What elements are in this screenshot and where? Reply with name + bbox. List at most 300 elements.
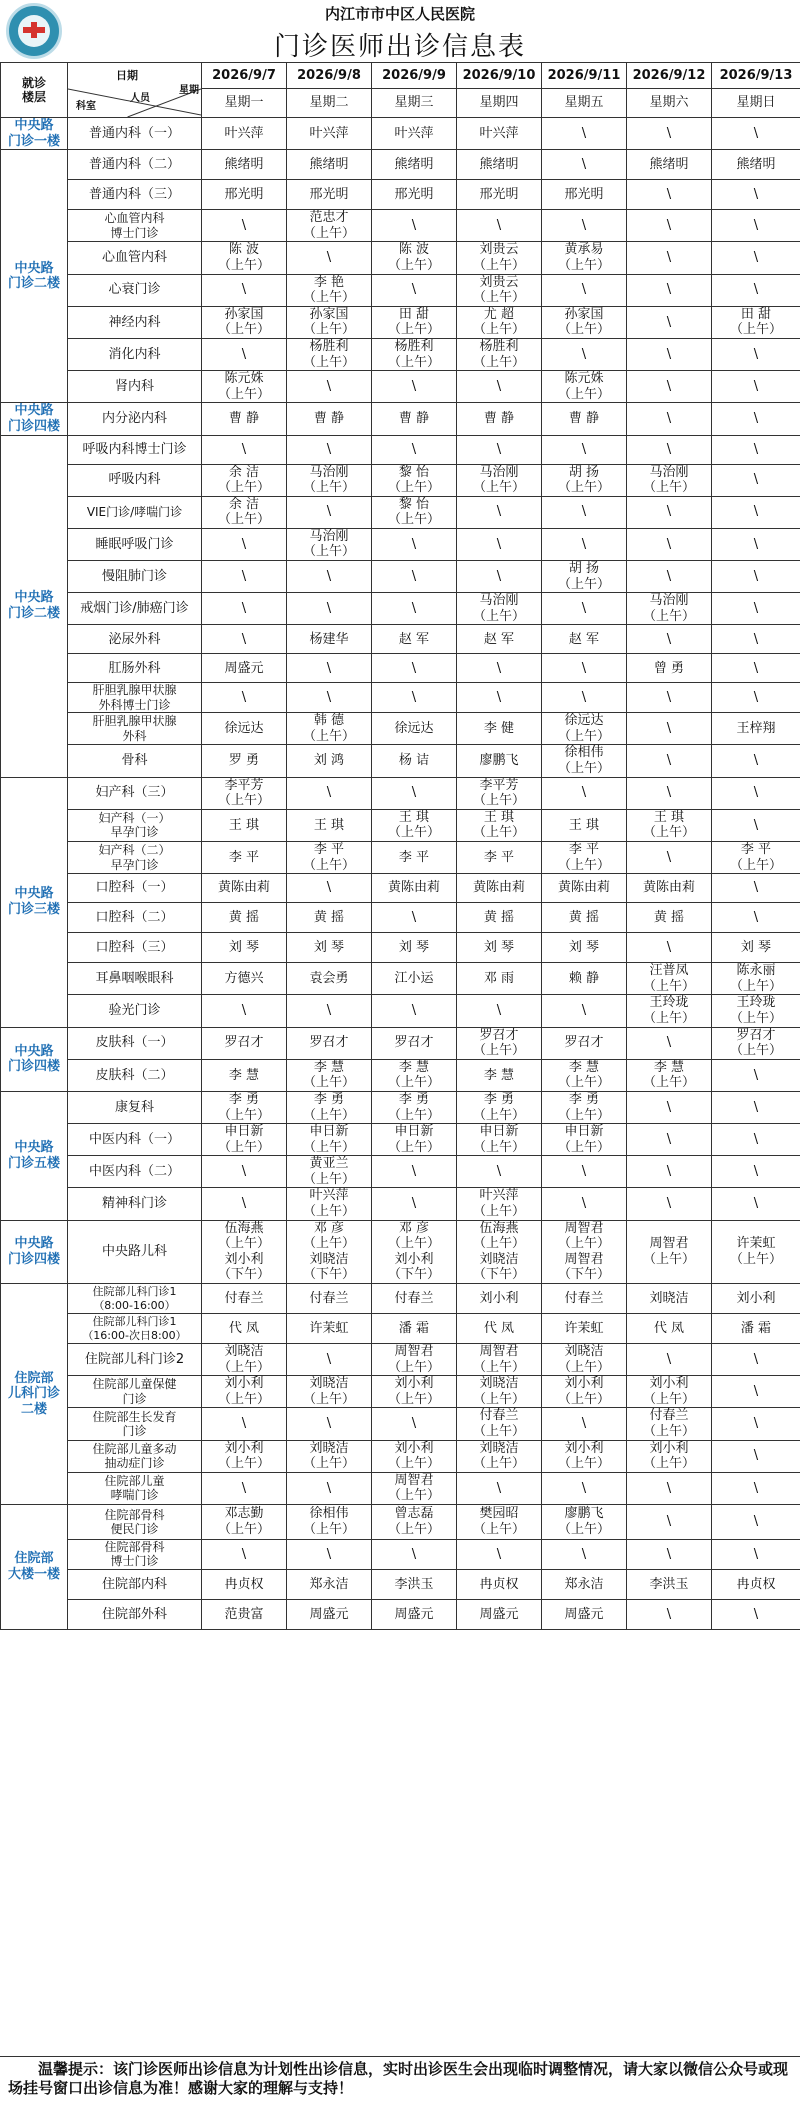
date-header: 2026/9/13 bbox=[712, 63, 800, 89]
date-header: 2026/9/12 bbox=[627, 63, 712, 89]
doctor-cell: \ bbox=[712, 1504, 800, 1539]
notice-text: 温馨提示：该门诊医师出诊信息为计划性出诊信息，实时出诊医生会出现临时调整情况，请大家以微信公众号或现场挂号窗口出诊信息为准！感谢大家的理解与支持！ bbox=[0, 2056, 800, 2098]
doctor-cell: 马治刚 （上午） bbox=[287, 528, 372, 560]
doctor-cell: 胡 扬 （上午） bbox=[542, 464, 627, 496]
doctor-cell: \ bbox=[627, 1539, 712, 1569]
schedule-row bbox=[1, 1284, 800, 1314]
doctor-cell: 王 琪 bbox=[542, 809, 627, 841]
department-label: 泌尿外科 bbox=[68, 625, 202, 654]
floor-label: 中央路 门诊三楼 bbox=[1, 777, 68, 1027]
schedule-row bbox=[1, 403, 800, 435]
doctor-cell: \ bbox=[372, 654, 457, 683]
schedule-row bbox=[1, 1059, 800, 1091]
floor-label: 中央路 门诊五楼 bbox=[1, 1091, 68, 1220]
doctor-cell: \ bbox=[542, 274, 627, 306]
doctor-cell: \ bbox=[372, 1408, 457, 1440]
date-header: 2026/9/10 bbox=[457, 63, 542, 89]
doctor-cell: 李 勇 （上午） bbox=[542, 1091, 627, 1123]
doctor-cell: \ bbox=[712, 625, 800, 654]
doctor-cell: \ bbox=[627, 561, 712, 593]
doctor-cell: 田 甜 （上午） bbox=[712, 306, 800, 338]
doctor-cell: 刘 琴 bbox=[372, 933, 457, 963]
doctor-cell: \ bbox=[202, 683, 287, 713]
department-label: 戒烟门诊/肺癌门诊 bbox=[68, 593, 202, 625]
doctor-cell: 刘小利 bbox=[712, 1284, 800, 1314]
doctor-cell: 罗召才 （上午） bbox=[457, 1027, 542, 1059]
doctor-cell: \ bbox=[542, 496, 627, 528]
doctor-cell: 李 慧 （上午） bbox=[542, 1059, 627, 1091]
doctor-cell: \ bbox=[372, 274, 457, 306]
doctor-cell: 伍海燕 （上午） 刘晓洁 （下午） bbox=[457, 1220, 542, 1283]
doctor-cell: 申日新 （上午） bbox=[202, 1124, 287, 1156]
doctor-cell: 王 琪 （上午） bbox=[372, 809, 457, 841]
doctor-cell: 付春兰 （上午） bbox=[457, 1408, 542, 1440]
doctor-cell: 李 平 bbox=[372, 841, 457, 873]
doctor-cell: 冉贞权 bbox=[712, 1569, 800, 1599]
doctor-cell: 刘小利 bbox=[457, 1284, 542, 1314]
doctor-cell: \ bbox=[542, 1156, 627, 1188]
doctor-cell: \ bbox=[712, 210, 800, 242]
doctor-cell: 陈 波 （上午） bbox=[372, 242, 457, 274]
doctor-cell: 刘贵云 （上午） bbox=[457, 274, 542, 306]
schedule-row bbox=[1, 625, 800, 654]
doctor-cell: \ bbox=[542, 1472, 627, 1504]
schedule-row bbox=[1, 1027, 800, 1059]
doctor-cell: \ bbox=[542, 435, 627, 464]
schedule-row bbox=[1, 118, 800, 150]
doctor-cell: 徐远达 bbox=[372, 713, 457, 745]
doctor-cell: \ bbox=[712, 435, 800, 464]
doctor-cell: 许茉虹 bbox=[542, 1314, 627, 1344]
doctor-cell: 代 凤 bbox=[202, 1314, 287, 1344]
doctor-cell: 廖鹏飞 （上午） bbox=[542, 1504, 627, 1539]
department-label: 慢阻肺门诊 bbox=[68, 561, 202, 593]
doctor-cell: 刘晓洁 （上午） bbox=[287, 1440, 372, 1472]
department-label: 普通内科（三） bbox=[68, 180, 202, 210]
doctor-cell: 付春兰 bbox=[202, 1284, 287, 1314]
doctor-cell: \ bbox=[712, 118, 800, 150]
doctor-cell: \ bbox=[627, 1188, 712, 1220]
department-label: 神经内科 bbox=[68, 306, 202, 338]
doctor-cell: 赵 军 bbox=[542, 625, 627, 654]
doctor-cell: 徐远达 bbox=[202, 713, 287, 745]
doctor-cell: \ bbox=[287, 995, 372, 1027]
schedule-row bbox=[1, 1091, 800, 1123]
doctor-cell: \ bbox=[202, 1472, 287, 1504]
doctor-cell: \ bbox=[542, 654, 627, 683]
doctor-cell: 邢光明 bbox=[287, 180, 372, 210]
doctor-cell: 邓志勤 （上午） bbox=[202, 1504, 287, 1539]
department-label: 普通内科（二） bbox=[68, 150, 202, 180]
doctor-cell: \ bbox=[627, 1156, 712, 1188]
doctor-cell: 郑永洁 bbox=[542, 1569, 627, 1599]
doctor-cell: 邓 雨 bbox=[457, 963, 542, 995]
schedule-row bbox=[1, 1408, 800, 1440]
doctor-cell: 李 勇 （上午） bbox=[287, 1091, 372, 1123]
schedule-row bbox=[1, 371, 800, 403]
schedule-row bbox=[1, 745, 800, 777]
schedule-row bbox=[1, 1344, 800, 1376]
doctor-cell: \ bbox=[712, 1156, 800, 1188]
doctor-cell: 黄陈由莉 bbox=[457, 874, 542, 903]
doctor-cell: 冉贞权 bbox=[457, 1569, 542, 1599]
doctor-cell: \ bbox=[372, 371, 457, 403]
doctor-cell: 周盛元 bbox=[372, 1599, 457, 1629]
doctor-cell: \ bbox=[627, 496, 712, 528]
doctor-cell: 周智君 （上午） bbox=[372, 1472, 457, 1504]
doctor-cell: 李 勇 （上午） bbox=[372, 1091, 457, 1123]
doctor-cell: 罗召才 bbox=[287, 1027, 372, 1059]
doctor-cell: 付春兰 bbox=[287, 1284, 372, 1314]
doctor-cell: \ bbox=[542, 1539, 627, 1569]
floor-label: 住院部 大楼一楼 bbox=[1, 1504, 68, 1629]
schedule-row bbox=[1, 777, 800, 809]
doctor-cell: 潘 霜 bbox=[712, 1314, 800, 1344]
department-label: 验光门诊 bbox=[68, 995, 202, 1027]
department-label: 骨科 bbox=[68, 745, 202, 777]
floor-label: 中央路 门诊二楼 bbox=[1, 150, 68, 403]
doctor-cell: \ bbox=[287, 371, 372, 403]
doctor-cell: \ bbox=[287, 874, 372, 903]
doctor-cell: \ bbox=[202, 593, 287, 625]
schedule-row bbox=[1, 1569, 800, 1599]
doctor-cell: 徐相伟 （上午） bbox=[542, 745, 627, 777]
department-label: 妇产科（一） 早孕门诊 bbox=[68, 809, 202, 841]
doctor-cell: 马治刚 （上午） bbox=[457, 593, 542, 625]
doctor-cell: 邢光明 bbox=[202, 180, 287, 210]
doctor-cell: 李平芳 （上午） bbox=[202, 777, 287, 809]
doctor-cell: \ bbox=[627, 306, 712, 338]
doctor-cell: 伍海燕 （上午） 刘小利 （下午） bbox=[202, 1220, 287, 1283]
doctor-cell: 黄陈由莉 bbox=[627, 874, 712, 903]
doctor-cell: 李洪玉 bbox=[372, 1569, 457, 1599]
doctor-cell: \ bbox=[457, 435, 542, 464]
doctor-cell: 李 勇 （上午） bbox=[202, 1091, 287, 1123]
doctor-cell: 方德兴 bbox=[202, 963, 287, 995]
department-label: 肝胆乳腺甲状腺 外科 bbox=[68, 713, 202, 745]
doctor-cell: 熊绪明 bbox=[372, 150, 457, 180]
doctor-cell: \ bbox=[457, 683, 542, 713]
schedule-row bbox=[1, 1539, 800, 1569]
doctor-cell: \ bbox=[372, 995, 457, 1027]
doctor-cell: \ bbox=[627, 1599, 712, 1629]
schedule-row bbox=[1, 274, 800, 306]
doctor-cell: 刘 琴 bbox=[712, 933, 800, 963]
department-label: 呼吸内科 bbox=[68, 464, 202, 496]
doctor-cell: 黄陈由莉 bbox=[542, 874, 627, 903]
department-label: 口腔科（三） bbox=[68, 933, 202, 963]
doctor-cell: \ bbox=[627, 933, 712, 963]
doctor-cell: 王梓翔 bbox=[712, 713, 800, 745]
doctor-cell: \ bbox=[287, 1472, 372, 1504]
doctor-cell: 刘小利 （上午） bbox=[202, 1376, 287, 1408]
schedule-row bbox=[1, 874, 800, 903]
floor-label: 中央路 门诊四楼 bbox=[1, 1027, 68, 1091]
doctor-cell: 马治刚 （上午） bbox=[287, 464, 372, 496]
doctor-cell: 陈永丽 （上午） bbox=[712, 963, 800, 995]
doctor-cell: 刘 鸿 bbox=[287, 745, 372, 777]
schedule-row bbox=[1, 593, 800, 625]
doctor-cell: 许茉虹 （上午） bbox=[712, 1220, 800, 1283]
corner-date-label: 日期 bbox=[116, 69, 138, 82]
weekday-header: 星期五 bbox=[542, 89, 627, 118]
doctor-cell: \ bbox=[287, 496, 372, 528]
department-label: 耳鼻咽喉眼科 bbox=[68, 963, 202, 995]
doctor-cell: 刘晓洁 （上午） bbox=[542, 1344, 627, 1376]
doctor-cell: 黄 摇 bbox=[287, 903, 372, 933]
schedule-row bbox=[1, 683, 800, 713]
doctor-cell: 李 平 bbox=[457, 841, 542, 873]
schedule-row bbox=[1, 1376, 800, 1408]
doctor-cell: 周智君 （上午） bbox=[457, 1344, 542, 1376]
doctor-cell: 徐相伟 （上午） bbox=[287, 1504, 372, 1539]
doctor-cell: 田 甜 （上午） bbox=[372, 306, 457, 338]
doctor-cell: 黄承易 （上午） bbox=[542, 242, 627, 274]
schedule-row bbox=[1, 1599, 800, 1629]
doctor-cell: 李平芳 （上午） bbox=[457, 777, 542, 809]
doctor-cell: \ bbox=[627, 338, 712, 370]
doctor-cell: \ bbox=[372, 1156, 457, 1188]
doctor-cell: 李 平 （上午） bbox=[542, 841, 627, 873]
doctor-cell: 王 琪 bbox=[287, 809, 372, 841]
doctor-cell: 付春兰 bbox=[372, 1284, 457, 1314]
doctor-cell: \ bbox=[202, 561, 287, 593]
doctor-cell: \ bbox=[542, 777, 627, 809]
doctor-cell: \ bbox=[712, 683, 800, 713]
schedule-row bbox=[1, 713, 800, 745]
doctor-cell: 余 洁 （上午） bbox=[202, 464, 287, 496]
doctor-cell: \ bbox=[627, 777, 712, 809]
schedule-row bbox=[1, 180, 800, 210]
doctor-cell: \ bbox=[627, 683, 712, 713]
doctor-cell: \ bbox=[287, 593, 372, 625]
doctor-cell: 李 慧 （上午） bbox=[287, 1059, 372, 1091]
doctor-cell: \ bbox=[712, 561, 800, 593]
doctor-cell: 袁会勇 bbox=[287, 963, 372, 995]
floor-label: 住院部 儿科门诊 二楼 bbox=[1, 1284, 68, 1505]
doctor-cell: \ bbox=[457, 995, 542, 1027]
doctor-cell: \ bbox=[372, 561, 457, 593]
doctor-cell: \ bbox=[712, 1376, 800, 1408]
doctor-cell: 孙家国 （上午） bbox=[202, 306, 287, 338]
doctor-cell: 范忠才 （上午） bbox=[287, 210, 372, 242]
schedule-row bbox=[1, 1156, 800, 1188]
doctor-cell: 周盛元 bbox=[542, 1599, 627, 1629]
doctor-cell: 黄 摇 bbox=[542, 903, 627, 933]
schedule-row bbox=[1, 1220, 800, 1283]
schedule-row bbox=[1, 995, 800, 1027]
doctor-cell: 周智君 （上午） 周智君 （下午） bbox=[542, 1220, 627, 1283]
doctor-cell: \ bbox=[287, 1539, 372, 1569]
department-label: 精神科门诊 bbox=[68, 1188, 202, 1220]
doctor-cell: \ bbox=[542, 1408, 627, 1440]
doctor-cell: 邢光明 bbox=[457, 180, 542, 210]
doctor-cell: \ bbox=[287, 435, 372, 464]
doctor-cell: \ bbox=[712, 242, 800, 274]
doctor-cell: \ bbox=[712, 1539, 800, 1569]
doctor-cell: \ bbox=[712, 1059, 800, 1091]
doctor-cell: \ bbox=[202, 528, 287, 560]
doctor-cell: 刘晓洁 （上午） bbox=[457, 1440, 542, 1472]
weekday-header: 星期二 bbox=[287, 89, 372, 118]
doctor-cell: 李 勇 （上午） bbox=[457, 1091, 542, 1123]
doctor-cell: 刘 琴 bbox=[287, 933, 372, 963]
department-label: 住院部生长发育 门诊 bbox=[68, 1408, 202, 1440]
department-label: 口腔科（一） bbox=[68, 874, 202, 903]
doctor-cell: \ bbox=[627, 1027, 712, 1059]
doctor-cell: \ bbox=[627, 625, 712, 654]
department-label: 住院部儿科门诊1 （8:00-16:00） bbox=[68, 1284, 202, 1314]
doctor-cell: 孙家国 （上午） bbox=[287, 306, 372, 338]
doctor-cell: 赵 军 bbox=[372, 625, 457, 654]
schedule-row bbox=[1, 306, 800, 338]
doctor-cell: 代 凤 bbox=[627, 1314, 712, 1344]
doctor-cell: \ bbox=[542, 683, 627, 713]
doctor-cell: 李 慧 （上午） bbox=[627, 1059, 712, 1091]
doctor-cell: \ bbox=[202, 435, 287, 464]
doctor-cell: \ bbox=[372, 210, 457, 242]
doctor-cell: 申日新 （上午） bbox=[457, 1124, 542, 1156]
doctor-cell: 邢光明 bbox=[372, 180, 457, 210]
doctor-cell: 叶兴萍 bbox=[372, 118, 457, 150]
department-label: 住院部外科 bbox=[68, 1599, 202, 1629]
doctor-cell: \ bbox=[627, 242, 712, 274]
doctor-cell: 陈元姝 （上午） bbox=[202, 371, 287, 403]
doctor-cell: 申日新 （上午） bbox=[372, 1124, 457, 1156]
schedule-row bbox=[1, 1440, 800, 1472]
doctor-cell: 李 慧 bbox=[457, 1059, 542, 1091]
doctor-cell: 孙家国 （上午） bbox=[542, 306, 627, 338]
doctor-cell: \ bbox=[542, 338, 627, 370]
doctor-cell: 刘 琴 bbox=[542, 933, 627, 963]
doctor-cell: 黄亚兰 （上午） bbox=[287, 1156, 372, 1188]
doctor-cell: 黎 怡 （上午） bbox=[372, 464, 457, 496]
doctor-cell: \ bbox=[712, 403, 800, 435]
doctor-cell: \ bbox=[457, 371, 542, 403]
doctor-cell: 李 艳 （上午） bbox=[287, 274, 372, 306]
doctor-cell: 刘晓洁 bbox=[627, 1284, 712, 1314]
doctor-cell: \ bbox=[712, 371, 800, 403]
department-label: 住院部骨科 便民门诊 bbox=[68, 1504, 202, 1539]
schedule-row bbox=[1, 1472, 800, 1504]
schedule-row bbox=[1, 963, 800, 995]
doctor-cell: \ bbox=[202, 625, 287, 654]
doctor-cell: \ bbox=[542, 1188, 627, 1220]
doctor-cell: 黄 摇 bbox=[457, 903, 542, 933]
doctor-cell: 余 洁 （上午） bbox=[202, 496, 287, 528]
doctor-cell: 李 平 bbox=[202, 841, 287, 873]
doctor-cell: \ bbox=[372, 903, 457, 933]
doctor-cell: \ bbox=[372, 528, 457, 560]
doctor-cell: \ bbox=[627, 403, 712, 435]
doctor-cell: 刘小利 （上午） bbox=[202, 1440, 287, 1472]
doctor-cell: 刘小利 （上午） bbox=[372, 1376, 457, 1408]
doctor-cell: 李 平 （上午） bbox=[287, 841, 372, 873]
department-label: 住院部儿童保健 门诊 bbox=[68, 1376, 202, 1408]
doctor-cell: \ bbox=[712, 180, 800, 210]
weekday-header: 星期日 bbox=[712, 89, 800, 118]
doctor-cell: \ bbox=[712, 593, 800, 625]
department-label: 肾内科 bbox=[68, 371, 202, 403]
doctor-cell: 邢光明 bbox=[542, 180, 627, 210]
doctor-cell: 马治刚 （上午） bbox=[457, 464, 542, 496]
doctor-cell: \ bbox=[712, 1599, 800, 1629]
department-label: 心血管内科 博士门诊 bbox=[68, 210, 202, 242]
doctor-cell: 罗召才 bbox=[202, 1027, 287, 1059]
doctor-cell: \ bbox=[202, 274, 287, 306]
schedule-row bbox=[1, 496, 800, 528]
doctor-cell: \ bbox=[712, 1344, 800, 1376]
department-label: 康复科 bbox=[68, 1091, 202, 1123]
corner-header bbox=[68, 63, 202, 118]
doctor-cell: 刘小利 （上午） bbox=[372, 1440, 457, 1472]
doctor-cell: \ bbox=[712, 1440, 800, 1472]
doctor-cell: \ bbox=[627, 1091, 712, 1123]
doctor-cell: \ bbox=[372, 777, 457, 809]
department-label: 内分泌内科 bbox=[68, 403, 202, 435]
doctor-cell: 李 慧 （上午） bbox=[372, 1059, 457, 1091]
doctor-cell: \ bbox=[627, 841, 712, 873]
doctor-cell: \ bbox=[457, 1156, 542, 1188]
department-label: 妇产科（三） bbox=[68, 777, 202, 809]
doctor-cell: 杨胜利 （上午） bbox=[372, 338, 457, 370]
doctor-cell: \ bbox=[627, 118, 712, 150]
doctor-cell: \ bbox=[627, 1124, 712, 1156]
weekday-header: 星期六 bbox=[627, 89, 712, 118]
department-label: 中医内科（一） bbox=[68, 1124, 202, 1156]
doctor-cell: 冉贞权 bbox=[202, 1569, 287, 1599]
schedule-row bbox=[1, 338, 800, 370]
schedule-row bbox=[1, 1124, 800, 1156]
doctor-cell: \ bbox=[287, 654, 372, 683]
department-label: 消化内科 bbox=[68, 338, 202, 370]
doctor-cell: 罗召才 bbox=[542, 1027, 627, 1059]
doctor-cell: 曾 勇 bbox=[627, 654, 712, 683]
weekday-header: 星期一 bbox=[202, 89, 287, 118]
doctor-cell: 刘晓洁 （上午） bbox=[457, 1376, 542, 1408]
doctor-cell: 潘 霜 bbox=[372, 1314, 457, 1344]
doctor-cell: \ bbox=[627, 371, 712, 403]
floor-label: 中央路 门诊四楼 bbox=[1, 403, 68, 435]
doctor-cell: 叶兴萍 （上午） bbox=[457, 1188, 542, 1220]
schedule-table bbox=[0, 62, 800, 1630]
doctor-cell: 刘小利 （上午） bbox=[542, 1376, 627, 1408]
page-header bbox=[0, 0, 800, 62]
doctor-cell: 熊绪明 bbox=[457, 150, 542, 180]
department-label: 呼吸内科博士门诊 bbox=[68, 435, 202, 464]
schedule-row bbox=[1, 654, 800, 683]
doctor-cell: 周盛元 bbox=[457, 1599, 542, 1629]
doctor-cell: 曾志磊 （上午） bbox=[372, 1504, 457, 1539]
department-label: 肛肠外科 bbox=[68, 654, 202, 683]
doctor-cell: 叶兴萍 （上午） bbox=[287, 1188, 372, 1220]
doctor-cell: 杨 诘 bbox=[372, 745, 457, 777]
doctor-cell: 周盛元 bbox=[202, 654, 287, 683]
doctor-cell: 刘晓洁 （上午） bbox=[287, 1376, 372, 1408]
doctor-cell: \ bbox=[712, 654, 800, 683]
doctor-cell: \ bbox=[712, 1188, 800, 1220]
doctor-cell: 付春兰 bbox=[542, 1284, 627, 1314]
doctor-cell: \ bbox=[712, 338, 800, 370]
schedule-row bbox=[1, 1188, 800, 1220]
doctor-cell: \ bbox=[287, 1344, 372, 1376]
corner-dept-label: 科室 bbox=[76, 101, 96, 112]
doctor-cell: \ bbox=[287, 777, 372, 809]
doctor-cell: \ bbox=[712, 903, 800, 933]
doctor-cell: 王玲珑 （上午） bbox=[627, 995, 712, 1027]
doctor-cell: 李洪玉 bbox=[627, 1569, 712, 1599]
weekday-header: 星期三 bbox=[372, 89, 457, 118]
